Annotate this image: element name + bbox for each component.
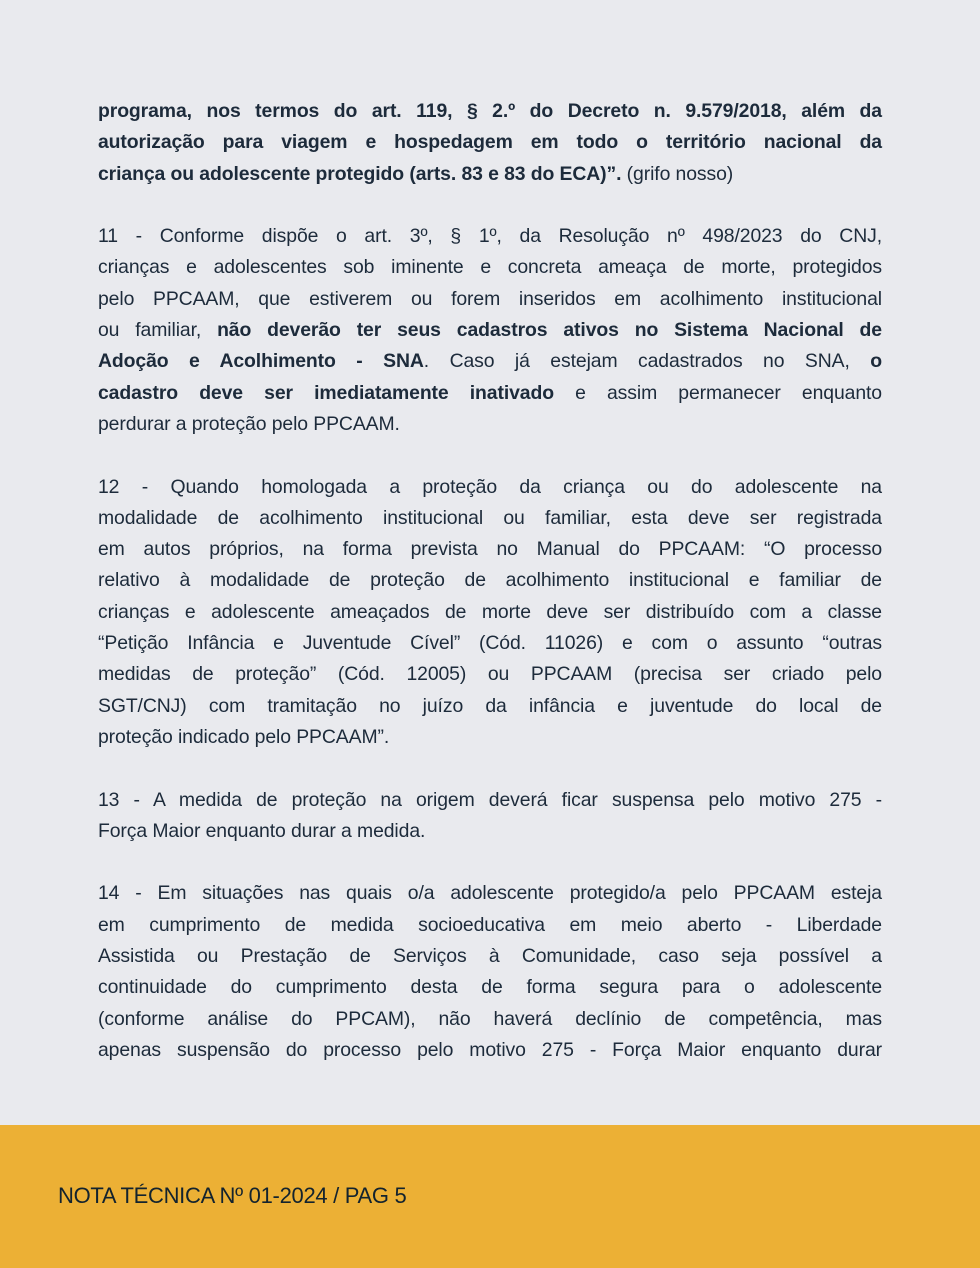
text: 12 - Quando homologada a proteção da criança ou do adolescente na	[98, 475, 882, 498]
text-line	[98, 972, 882, 1003]
text-line	[98, 691, 882, 722]
text-line	[98, 96, 882, 127]
text-line	[98, 284, 882, 315]
text-line	[98, 878, 882, 909]
text: perdurar a proteção pelo PPCAAM.	[98, 412, 400, 435]
text: 13 - A medida de proteção na origem deverá ficar suspensa pelo motivo 275 -	[98, 788, 882, 811]
text: (grifo nosso)	[621, 162, 734, 185]
text: “Petição Infância e Juventude Cível” (Cód. 11026) e com o assunto “outras	[98, 632, 882, 655]
text: (conforme análise do PPCAM), não haverá declínio de competência, mas	[98, 1007, 882, 1030]
text-line	[98, 785, 882, 816]
text: e assim permanecer enquanto	[553, 381, 882, 404]
text: continuidade do cumprimento desta de forma segura para o adolescente	[98, 976, 882, 999]
text: ou familiar,	[98, 319, 218, 342]
text: em autos próprios, na forma prevista no Manual do PPCAAM: “O processo	[98, 538, 882, 561]
text: medidas de proteção” (Cód. 12005) ou PPCAAM (precisa ser criado pelo	[98, 663, 882, 686]
document-body	[98, 96, 882, 1098]
text-line	[98, 127, 882, 158]
text: proteção indicado pelo PPCAAM”.	[98, 725, 390, 748]
text-line	[98, 534, 882, 565]
bold-text: programa, nos termos do art. 119, § 2.º do Decreto n. 9.579/2018, além da	[98, 100, 882, 122]
text-line	[98, 597, 882, 628]
text-line	[98, 910, 882, 941]
text-line	[98, 941, 882, 972]
paragraph	[98, 785, 882, 848]
text: SGT/CNJ) com tramitação no juízo da infância e juventude do local de	[98, 694, 882, 717]
bold-text: autorização para viagem e hospedagem em todo o território nacional da	[98, 131, 882, 154]
text-line	[98, 722, 882, 753]
text-line	[98, 346, 882, 377]
text-line	[98, 409, 882, 440]
bold-text: cadastro deve ser imediatamente inativado	[98, 381, 554, 404]
text: relativo à modalidade de proteção de acolhimento institucional e familiar de	[98, 569, 882, 592]
text-line	[98, 1004, 882, 1035]
footer-page-label: NOTA TÉCNICA Nº 01-2024 / PAG 5	[58, 1183, 407, 1208]
text-line	[98, 315, 882, 346]
text: . Caso já estejam cadastrados no SNA,	[423, 350, 871, 373]
text-line	[98, 503, 882, 534]
text-line	[98, 472, 882, 503]
bold-text: o	[870, 350, 882, 373]
bold-text: não deverão ter seus cadastros ativos no Sistema Nacional de	[217, 319, 882, 342]
text: pelo PPCAAM, que estiverem ou forem inseridos em acolhimento institucional	[98, 287, 882, 310]
text-line	[98, 1035, 882, 1066]
text: Força Maior enquanto durar a medida.	[98, 819, 426, 842]
text-line	[98, 628, 882, 659]
text: Assistida ou Prestação de Serviços à Comunidade, caso seja possível a	[98, 945, 882, 968]
bold-text: Adoção e Acolhimento - SNA	[98, 350, 424, 373]
text: crianças e adolescentes sob iminente e concreta ameaça de morte, protegidos	[98, 256, 882, 279]
text-line	[98, 159, 882, 190]
paragraph	[98, 472, 882, 754]
text-line	[98, 816, 882, 847]
bold-text: criança ou adolescente protegido (arts. 83 e 83 do ECA)”.	[98, 162, 622, 185]
text: apenas suspensão do processo pelo motivo 275 - Força Maior enquanto durar	[98, 1038, 882, 1061]
text-line	[98, 221, 882, 252]
paragraph	[98, 878, 882, 1066]
text: 11 - Conforme dispõe o art. 3º, § 1º, da Resolução nº 498/2023 do CNJ,	[98, 225, 882, 248]
text-line	[98, 252, 882, 283]
page-footer	[0, 1125, 980, 1268]
text: crianças e adolescente ameaçados de morte deve ser distribuído com a classe	[98, 600, 882, 623]
text: em cumprimento de medida socioeducativa em meio aberto - Liberdade	[98, 913, 882, 936]
text-line	[98, 565, 882, 596]
text-line	[98, 659, 882, 690]
text: modalidade de acolhimento institucional ou familiar, esta deve ser registrada	[98, 506, 882, 529]
paragraph	[98, 221, 882, 440]
text-line	[98, 378, 882, 409]
text: 14 - Em situações nas quais o/a adolescente protegido/a pelo PPCAAM esteja	[98, 882, 882, 905]
paragraph	[98, 96, 882, 190]
